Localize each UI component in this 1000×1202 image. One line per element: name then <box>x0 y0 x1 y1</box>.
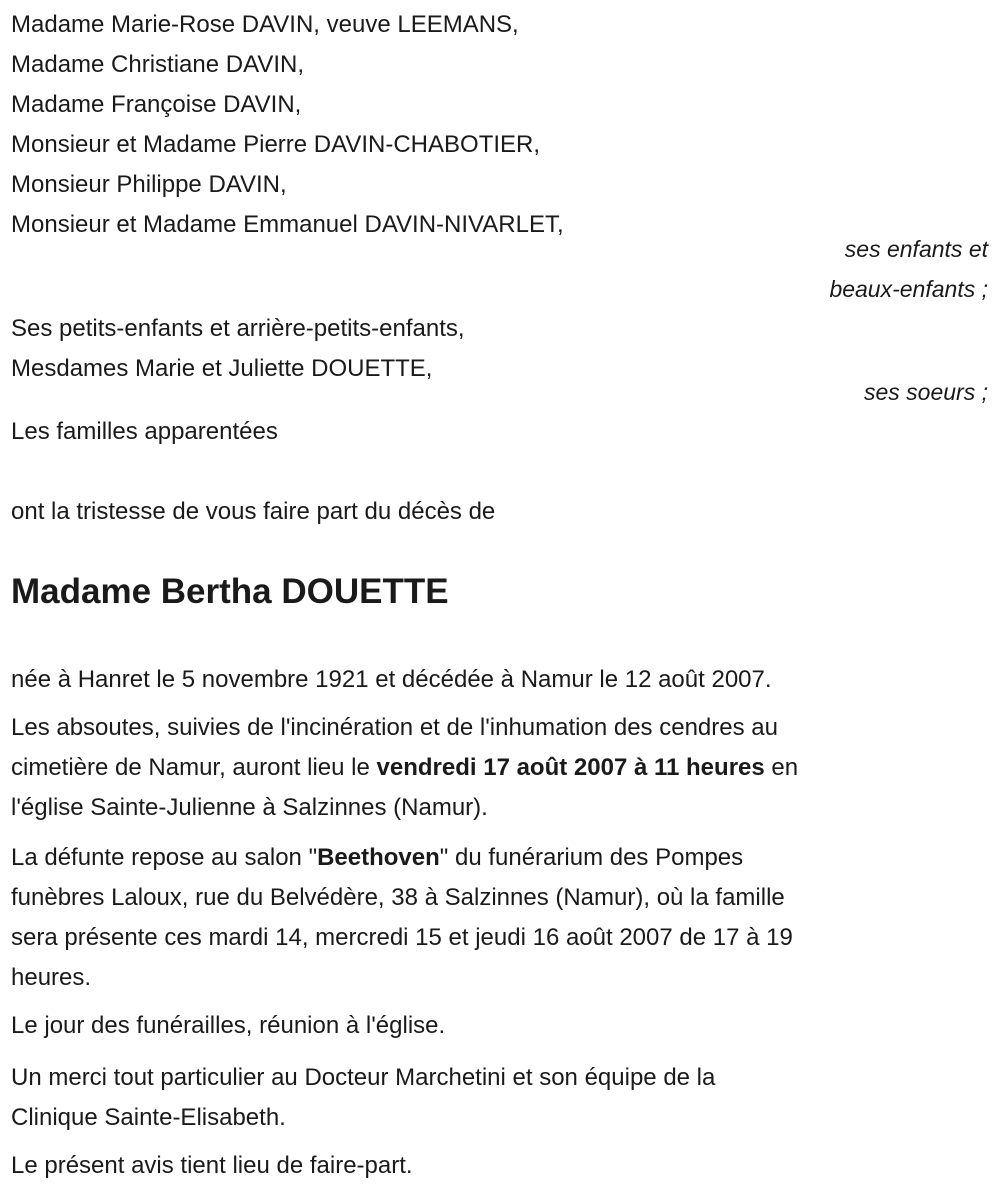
ceremony-date: vendredi 17 août 2007 à 11 heures <box>376 754 765 781</box>
ceremony-text: cimetière de Namur, auront lieu le <box>11 754 377 781</box>
viewing-line: sera présente ces mardi 14, mercredi 15 et jeudi 16 août 2007 de 17 à 19 <box>11 924 793 951</box>
notice: Le présent avis tient lieu de faire-part. <box>11 1152 413 1179</box>
family-line: Madame Françoise DAVIN, <box>11 91 302 118</box>
sisters-note: ses soeurs ; <box>864 379 988 405</box>
thanks-line: Clinique Sainte-Elisabeth. <box>11 1104 286 1131</box>
family-line: Monsieur et Madame Pierre DAVIN-CHABOTIER, <box>11 131 541 158</box>
sisters: Mesdames Marie et Juliette DOUETTE, <box>11 355 433 382</box>
deceased-name: Madame Bertha DOUETTE <box>11 572 449 611</box>
children-note: beaux-enfants ; <box>829 276 988 302</box>
birth-death: née à Hanret le 5 novembre 1921 et décédée à Namur le 12 août 2007. <box>11 666 772 693</box>
viewing-text: " du funérarium des Pompes <box>439 844 744 871</box>
viewing-text: La défunte repose au salon " <box>11 844 318 871</box>
thanks-line: Un merci tout particulier au Docteur Marchetini et son équipe de la <box>11 1064 716 1091</box>
viewing-line <box>11 844 743 872</box>
ceremony-line: l'église Sainte-Julienne à Salzinnes (Namur). <box>11 794 488 821</box>
ceremony-text: en <box>764 754 799 781</box>
family-line: Monsieur et Madame Emmanuel DAVIN-NIVARLET, <box>11 211 564 238</box>
announcement: ont la tristesse de vous faire part du décès de <box>11 498 496 525</box>
children-note: ses enfants et <box>844 236 988 262</box>
family-line: Madame Marie-Rose DAVIN, veuve LEEMANS, <box>11 11 519 38</box>
viewing-line: heures. <box>11 964 92 991</box>
relatives: Les familles apparentées <box>11 418 278 445</box>
family-line: Madame Christiane DAVIN, <box>11 51 304 78</box>
ceremony-line: Les absoutes, suivies de l'incinération et de l'inhumation des cendres au <box>11 714 778 741</box>
salon-name: Beethoven <box>317 844 440 871</box>
viewing-line: funèbres Laloux, rue du Belvédère, 38 à Salzinnes (Namur), où la famille <box>11 884 785 911</box>
ceremony-line <box>11 754 798 782</box>
family-line: Monsieur Philippe DAVIN, <box>11 171 287 198</box>
grandchildren: Ses petits-enfants et arrière-petits-enfants, <box>11 315 465 342</box>
meeting: Le jour des funérailles, réunion à l'église. <box>11 1012 446 1039</box>
